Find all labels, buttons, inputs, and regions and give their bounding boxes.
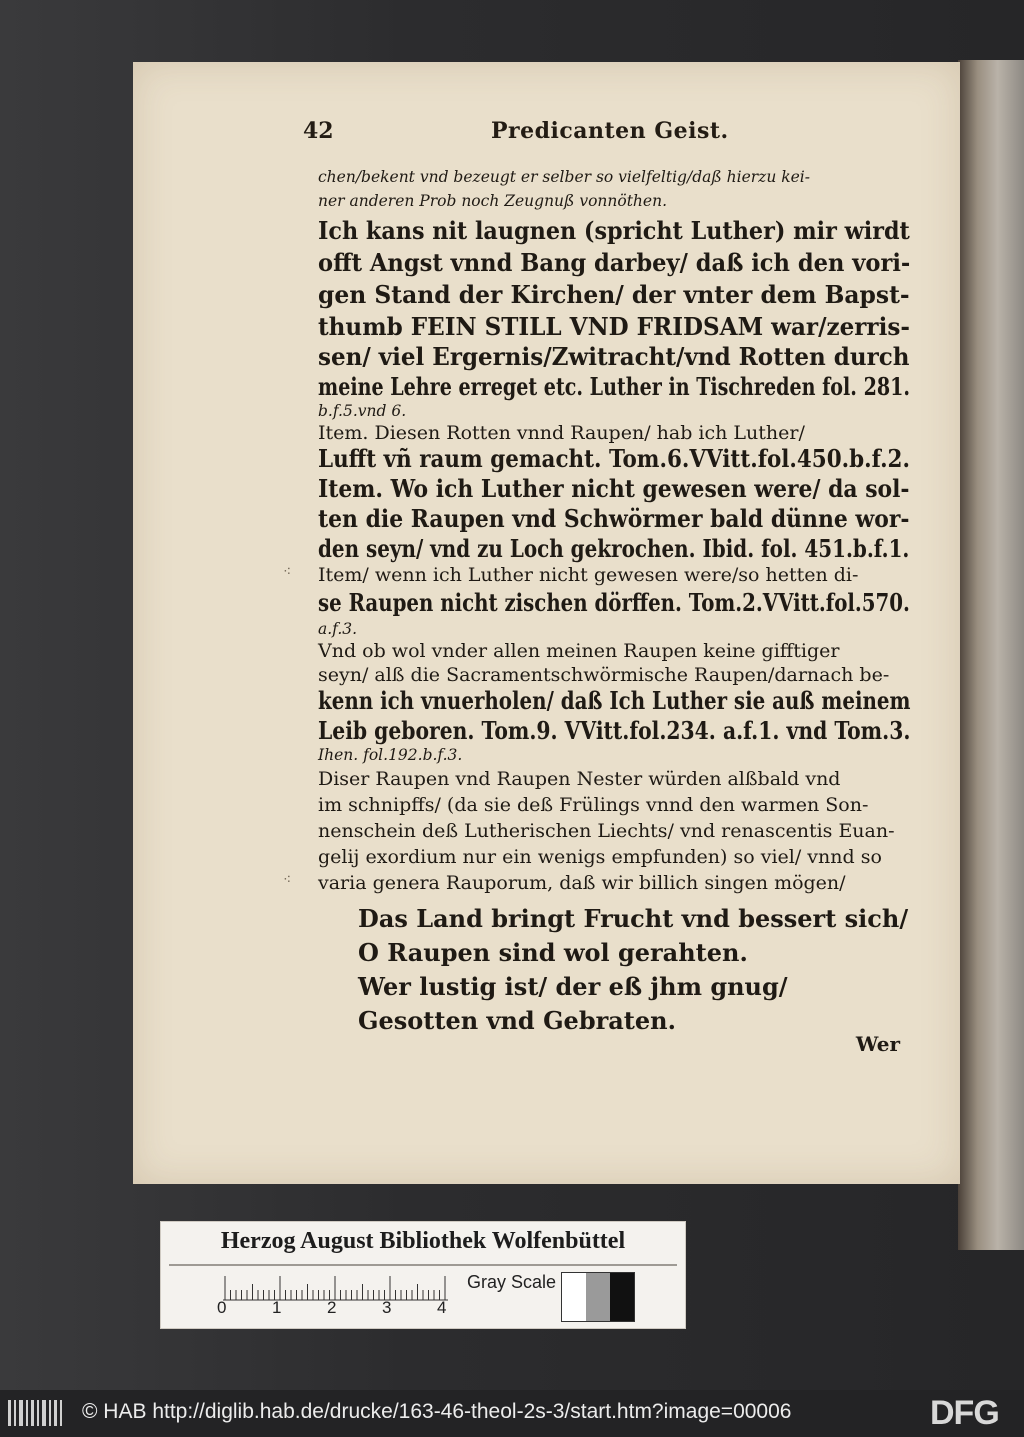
text-line: Das Land bringt Frucht vnd bessert sich/ — [358, 904, 909, 933]
swatch-gray — [586, 1273, 610, 1321]
gray-scale-label: Gray Scale — [467, 1272, 557, 1292]
text-line: kenn ich vnuerholen/ daß Ich Luther sie auß meinem — [318, 686, 911, 715]
text-line: chen/bekent vnd bezeugt er selber so vielfeltig/daß hierzu kei- — [318, 168, 811, 186]
text-line: ten die Raupen vnd Schwörmer bald dünne wor- — [318, 504, 910, 533]
text-line: gen Stand der Kirchen/ der vnter dem Bapst- — [318, 280, 910, 309]
footer-bar — [0, 1390, 1024, 1437]
text-line: Item. Diesen Rotten vnnd Raupen/ hab ich Luther/ — [318, 422, 805, 444]
text-line: Diser Raupen vnd Raupen Nester würden alßbald vnd — [318, 768, 841, 790]
ruler-label: 3 — [382, 1298, 392, 1317]
text-line: Ihen. fol.192.b.f.3. — [318, 746, 463, 764]
catchword: Wer — [855, 1032, 900, 1056]
text-line: im schnipffs/ (da sie deß Frülings vnnd den warmen Son- — [318, 794, 869, 816]
text-line: nenschein deß Lutherischen Liechts/ vnd renascentis Euan- — [318, 820, 895, 842]
text-line: gelij exordium nur ein wenigs empfunden) so viel/ vnnd so — [318, 846, 882, 868]
copyright-url: © HAB http://diglib.hab.de/drucke/163-46-theol-2s-3/start.htm?image=00006 — [82, 1400, 792, 1423]
text-line: thumb FEIN STILL VND FRIDSAM war/zerris- — [318, 312, 910, 341]
ruler-label: 0 — [217, 1298, 227, 1317]
book-page — [133, 62, 960, 1184]
text-line: sen/ viel Ergernis/Zwitracht/vnd Rotten durch — [318, 342, 910, 371]
barcode-icon — [6, 1398, 66, 1428]
ruler-label: 4 — [437, 1298, 447, 1317]
text-line: a.f.3. — [318, 620, 358, 638]
text-line: Leib geboren. Tom.9. VVitt.fol.234. a.f.1. vnd Tom.3. — [318, 716, 911, 745]
color-scale-card — [160, 1221, 686, 1329]
ruler-label: 1 — [272, 1298, 282, 1317]
adjacent-page-edge — [958, 60, 1024, 1250]
dfg-logo: DFG — [930, 1394, 999, 1432]
text-line: meine Lehre erreget etc. Luther in Tischreden fol. 281. — [318, 372, 911, 401]
swatch-black — [610, 1273, 634, 1321]
margin-mark: ⁖ — [283, 564, 292, 580]
text-line: se Raupen nicht zischen dörffen. Tom.2.VVitt.fol.570. — [318, 588, 910, 617]
page-header — [303, 112, 803, 152]
page-number: 42 — [303, 118, 334, 144]
ruler-label: 2 — [327, 1298, 337, 1317]
text-line: Ich kans nit laugnen (spricht Luther) mir wirdt — [318, 216, 910, 245]
ruler-labels — [217, 1298, 477, 1322]
text-line: Item. Wo ich Luther nicht gewesen were/ da sol- — [318, 474, 910, 503]
text-line: Vnd ob wol vnder allen meinen Raupen keine gifftiger — [318, 640, 840, 662]
text-line: varia genera Rauporum, daß wir billich singen mögen/ — [318, 872, 846, 894]
text-line: ner anderen Prob noch Zeugnuß vonnöthen. — [318, 192, 667, 210]
text-line: offt Angst vnnd Bang darbey/ daß ich den vori- — [318, 248, 911, 277]
text-line: Wer lustig ist/ der eß jhm gnug/ — [358, 972, 788, 1001]
text-line: seyn/ alß die Sacramentschwörmische Raupen/darnach be- — [318, 664, 890, 686]
text-line: Item/ wenn ich Luther nicht gewesen were/so hetten di- — [318, 564, 859, 586]
running-head: Predicanten Geist. — [491, 118, 729, 144]
text-line: den seyn/ vnd zu Loch gekrochen. Ibid. fol. 451.b.f.1. — [318, 534, 910, 563]
text-line: Gesotten vnd Gebraten. — [358, 1006, 676, 1035]
margin-mark: ⁖ — [283, 872, 292, 888]
library-name: Herzog August Bibliothek Wolfenbüttel — [220, 1228, 626, 1254]
text-line: b.f.5.vnd 6. — [318, 402, 407, 420]
text-line: Lufft vñ raum gemacht. Tom.6.VVitt.fol.450.b.f.2. — [318, 444, 910, 473]
card-divider — [169, 1264, 677, 1266]
gray-scale-swatches — [561, 1272, 635, 1322]
swatch-white — [562, 1273, 586, 1321]
text-line: O Raupen sind wol gerahten. — [358, 938, 748, 967]
